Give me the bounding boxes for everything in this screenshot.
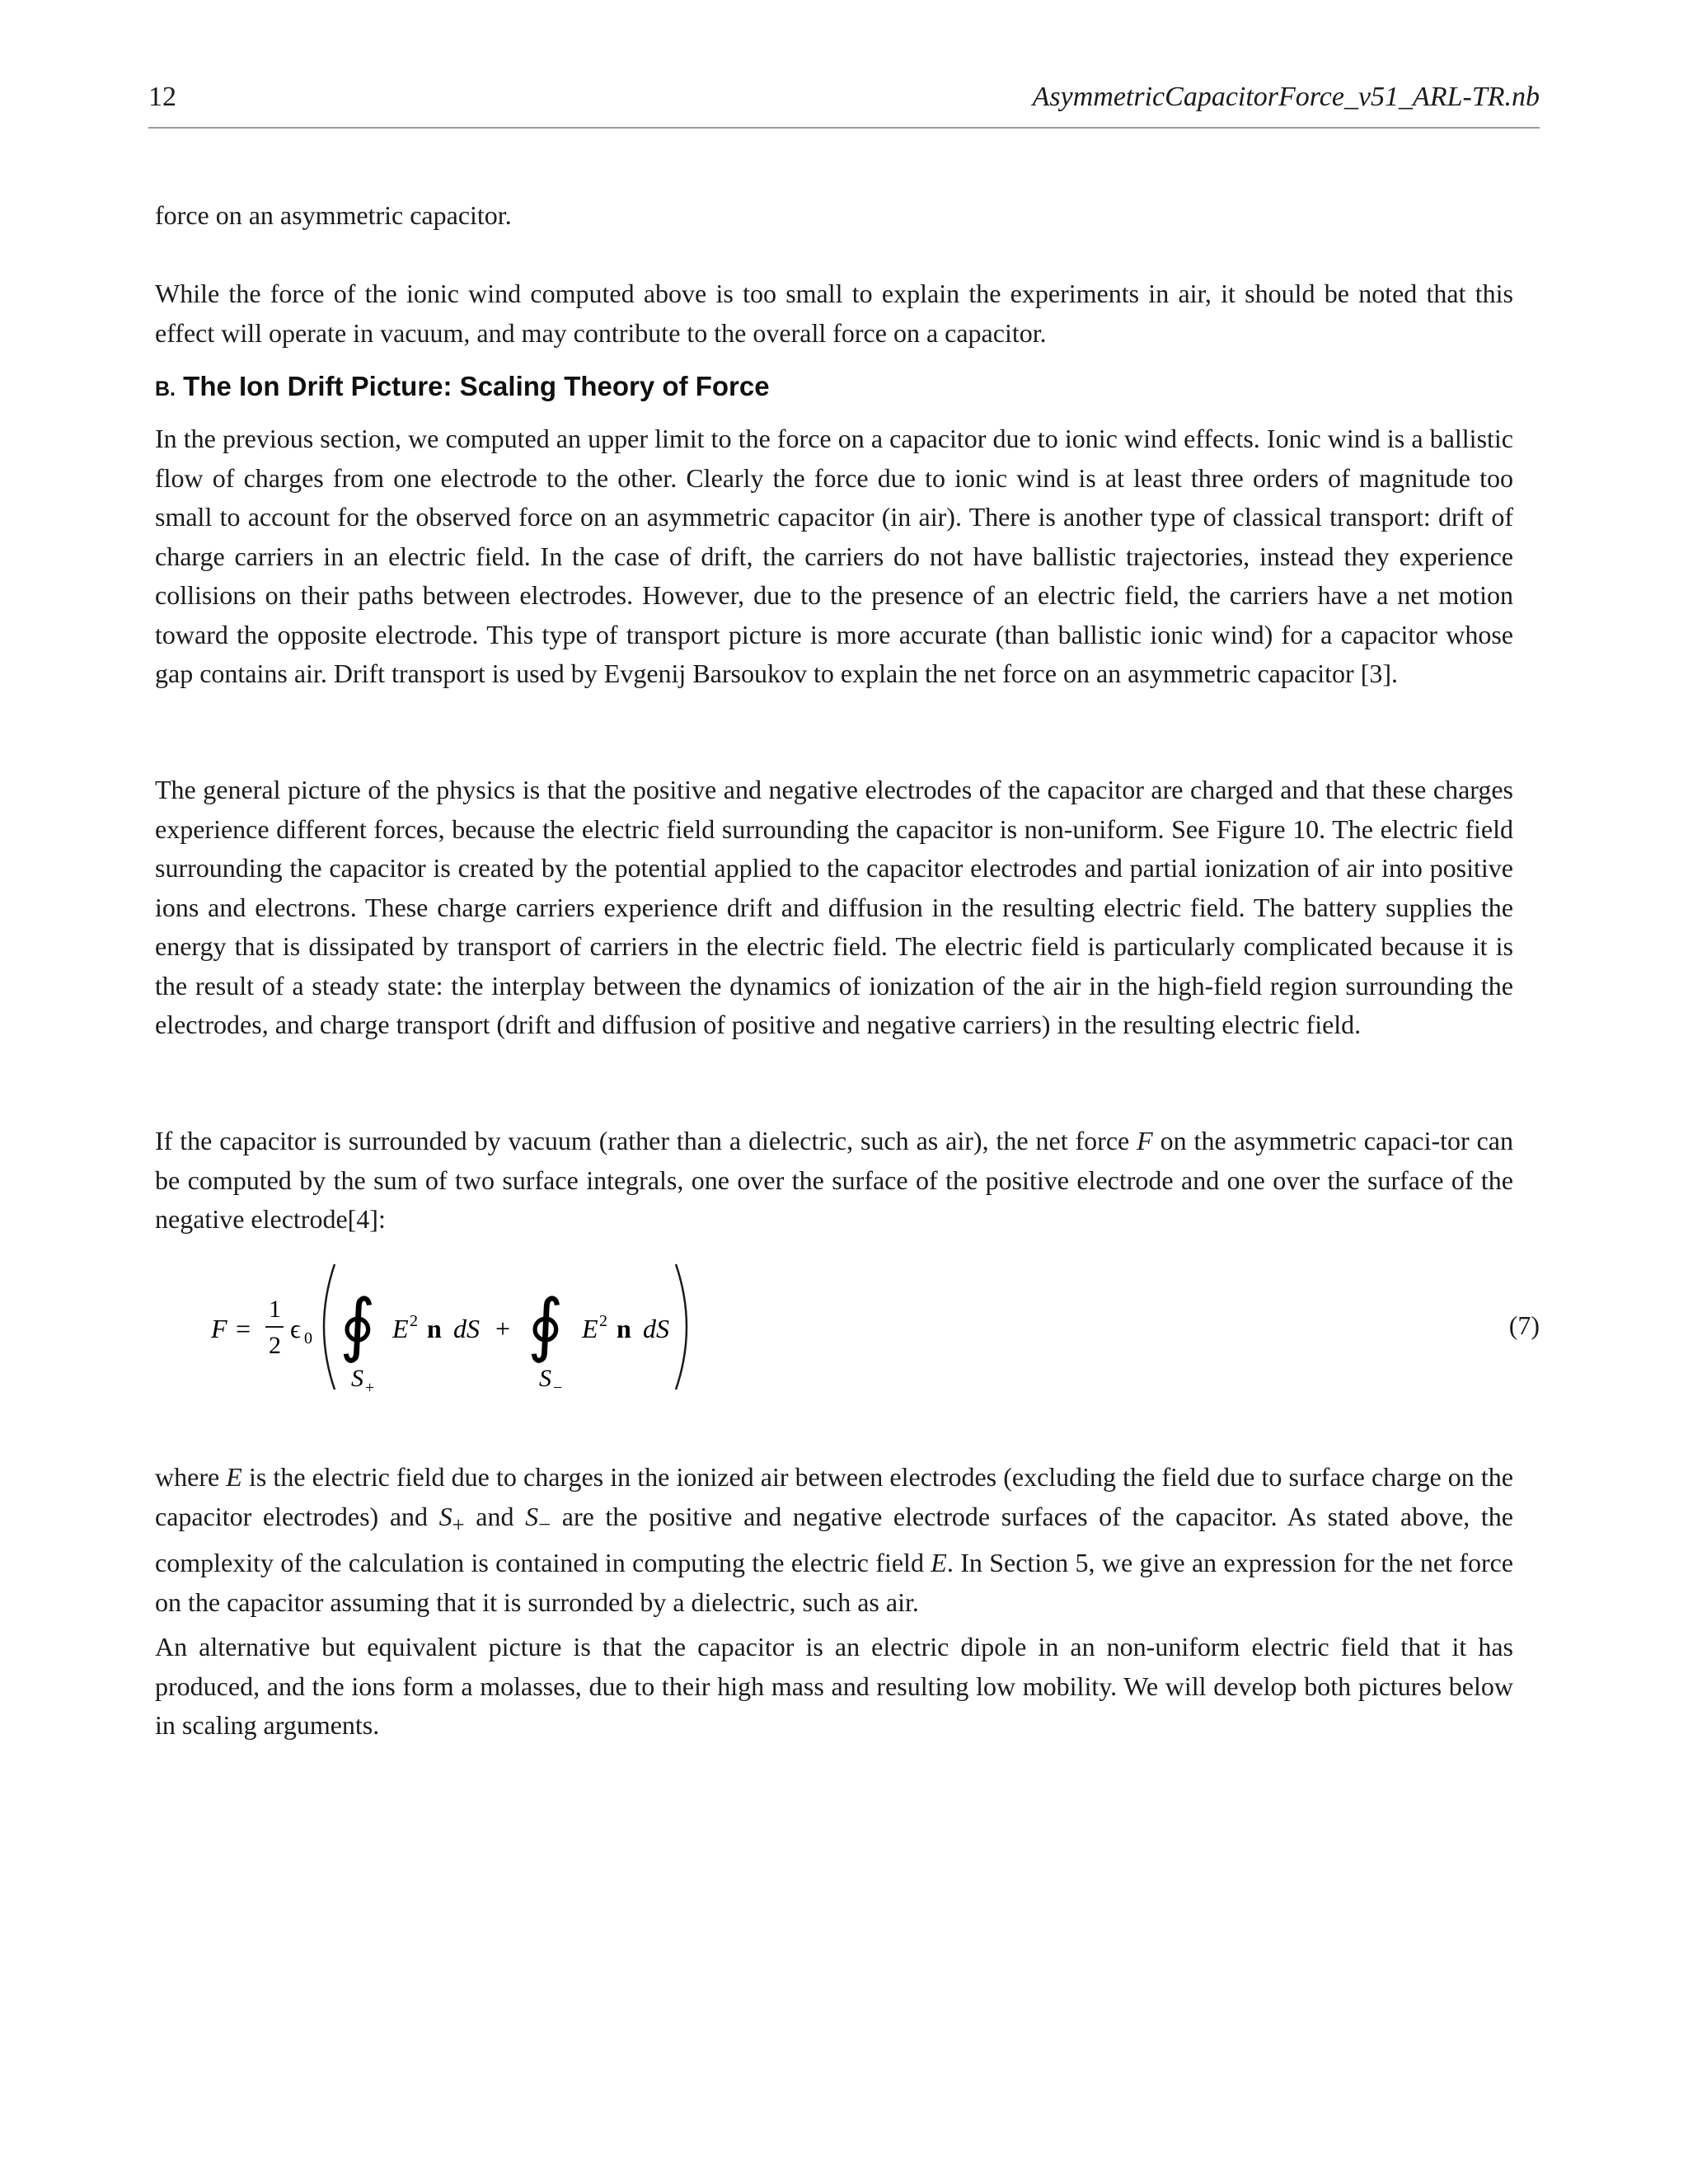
- paragraph-3: In the previous section, we computed an upper limit to the force on a capacitor due to ionic wind effects. Ionic wind is a ballistic flow of charges from one electrode to the other. Clearly the force due to ionic wind is at least three orders of magnitude too small to account for the observed force on an asymmetric capacitor (in air). There is another type of classical transport: drift of charge carriers in an electric field. In the case of drift, the carriers do not have ballistic trajectories, instead they experience collisions on their paths between electrodes. However, due to the presence of an electric field, the carriers have a net motion toward the opposite electrode. This type of transport picture is more accurate (than ballistic ionic wind) for a capacitor whose gap contains air. Drift transport is used by Evgenij Barsoukov to explain the net force on an asymmetric capacitor [3].: [155, 424, 1513, 688]
- s-minus-subscript: −: [538, 1511, 551, 1536]
- eq-frac-den: 2: [269, 1332, 281, 1359]
- eq-lhs: F: [211, 1314, 227, 1343]
- eq-integrand-1-exp: 2: [410, 1312, 418, 1330]
- s-plus-symbol: S: [438, 1501, 452, 1531]
- page-header: [148, 81, 1540, 129]
- eq-integrand-2-dS: dS: [643, 1314, 669, 1343]
- equation-number: (7): [1508, 1310, 1540, 1340]
- p6-text-b: is the electric field due to charges in the ionized air between electrodes (excluding the field due to surface charge on the capacitor electrodes) and: [155, 1462, 1514, 1531]
- eq-integrand-2-exp: 2: [599, 1312, 607, 1330]
- eq-frac-num: 1: [269, 1296, 281, 1323]
- eq-integrand-2-n: n: [617, 1314, 631, 1343]
- eq-equals: =: [236, 1314, 251, 1343]
- p6-text-e: . In Section 5, we give an expression for the net force on the capacitor assuming that it is surronded by a dielectric, such as air.: [155, 1548, 1514, 1617]
- paragraph-4: The general picture of the physics is that the positive and negative electrodes of the capacitor are charged and that these charges experience different forces, because the electric field surrounding the capacitor is non-uniform. See Figure 10. The electric field surrounding the capacitor is created by the potential applied to the capacitor electrodes and partial ionization of air into positive ions and electrons. These charge carriers experience drift and diffusion in the resulting electric field. The battery supplies the energy that is dissipated by transport of carriers in the electric field. The electric field is particularly complicated because it is the result of a steady state: the interplay between the dynamics of ionization of the air in the high-field region surrounding the electrodes, and charge transport (drift and diffusion of positive and negative carriers) in the resulting electric field.: [155, 775, 1513, 1039]
- paragraph-7: An alternative but equivalent picture is that the capacitor is an electric dipole in an non-uniform electric field that it has produced, and the ions form a molasses, due to their high mass and resulting low mobility. We will develop both pictures below in scaling arguments.: [155, 1632, 1513, 1740]
- eq-integrand-1-dS: dS: [453, 1314, 480, 1343]
- paragraph-1: force on an asymmetric capacitor.: [155, 200, 512, 230]
- s-minus-symbol: S: [525, 1501, 539, 1531]
- eq-integrand-1-E: E: [392, 1314, 409, 1343]
- eq-integral-1: ∮: [340, 1284, 376, 1365]
- paragraph-6: [155, 1458, 1513, 1622]
- eq-epsilon-sub: 0: [304, 1329, 312, 1347]
- field-variable-E: E: [226, 1462, 242, 1492]
- s-plus-subscript: +: [452, 1511, 465, 1536]
- eq-right-paren: [676, 1264, 687, 1390]
- eq-integrand-1-n: n: [427, 1314, 442, 1343]
- eq-integral-2: ∮: [528, 1284, 564, 1365]
- eq-integrand-2-E: E: [582, 1314, 598, 1343]
- equation-7: [148, 1253, 1540, 1401]
- document-title: AsymmetricCapacitorForce_v51_ARL-TR.nb: [1032, 82, 1540, 112]
- section-label: B.: [155, 377, 176, 401]
- p5-text-before: If the capacitor is surrounded by vacuum (rather than a dielectric, such as air), the net force: [155, 1126, 1137, 1155]
- p6-text-a: where: [155, 1462, 227, 1492]
- paragraph-5: [155, 1122, 1513, 1240]
- eq-sub-1-S: S: [351, 1365, 363, 1392]
- p6-text-d: are the positive and negative electrode surfaces of the capacitor. As stated above, the complexity of the calculation is contained in computing the electric field: [155, 1501, 1514, 1578]
- eq-sub-2-sign: −: [553, 1379, 563, 1397]
- section-heading: [155, 368, 770, 408]
- eq-sub-1-sign: +: [365, 1379, 375, 1397]
- force-variable: F: [1137, 1126, 1153, 1155]
- eq-sub-2-S: S: [539, 1365, 551, 1392]
- section-title: The Ion Drift Picture: Scaling Theory of Force: [183, 371, 770, 401]
- eq-plus: +: [495, 1314, 511, 1343]
- field-variable-E-2: E: [931, 1548, 947, 1578]
- p5-text-after: on the asymmetric capaci-tor can be computed by the sum of two surface integrals, one over the surface of the positive electrode and one over the surface of the negative electrode[4]:: [155, 1126, 1513, 1234]
- paragraph-2: While the force of the ionic wind computed above is too small to explain the experiments in air, it should be noted that this effect will operate in vacuum, and may contribute to the overall force on a capacitor.: [155, 279, 1513, 348]
- eq-epsilon: ϵ: [290, 1314, 301, 1343]
- eq-left-paren: [324, 1264, 335, 1390]
- p6-text-c: and: [464, 1501, 526, 1531]
- page-number: 12: [148, 82, 176, 112]
- equation-graphic: [148, 1253, 1540, 1401]
